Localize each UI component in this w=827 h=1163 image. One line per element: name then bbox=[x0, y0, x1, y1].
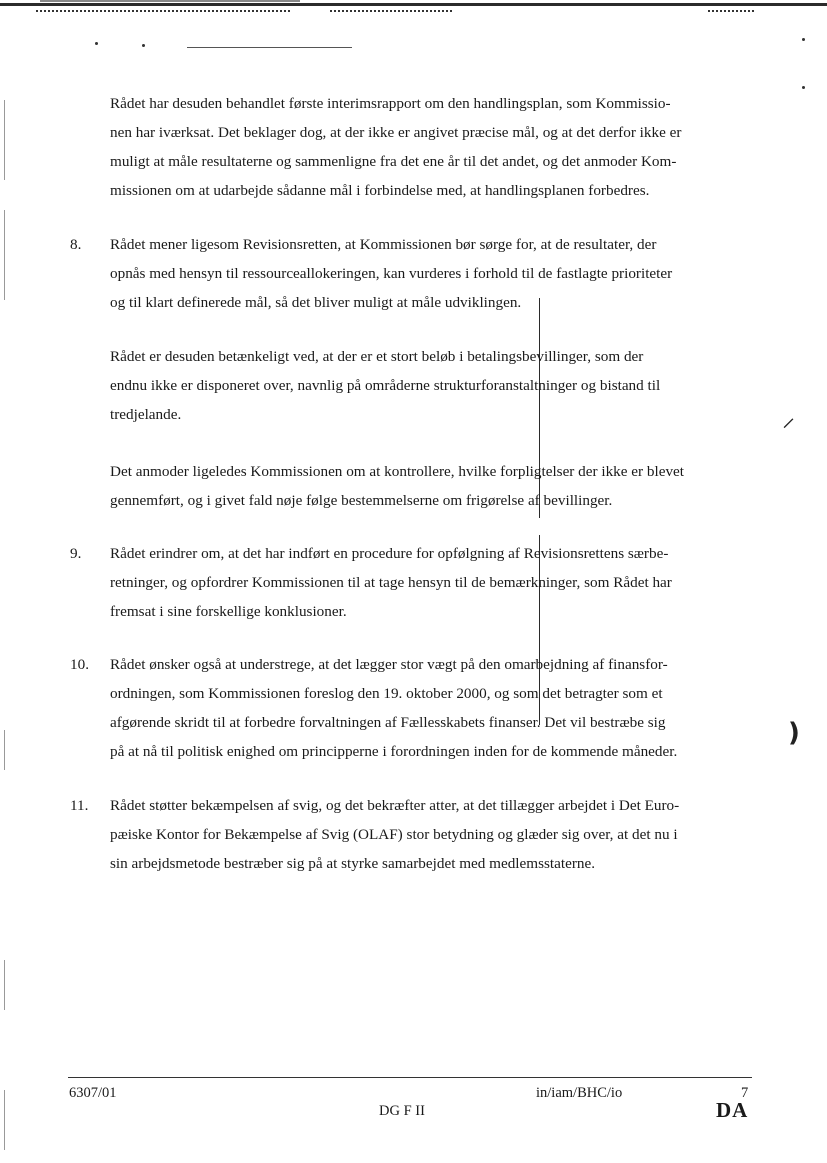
text-line: Rådet mener ligesom Revisionsretten, at Kommissionen bør sørge for, at de resultater, der bbox=[110, 236, 657, 253]
paragraph bbox=[110, 650, 758, 766]
paragraph bbox=[110, 230, 758, 317]
text-line: Rådet ønsker også at understrege, at det lægger stor vægt på den omarbejdning af finansfor- bbox=[110, 656, 668, 673]
scan-edge-line bbox=[4, 100, 5, 180]
text-line: missionen om at udarbejde sådanne mål i forbindelse med, at handlingsplanen forbedres. bbox=[110, 182, 650, 199]
text-line: sin arbejdsmetode bestræber sig på at styrke samarbejdet med medlemsstaterne. bbox=[110, 855, 596, 872]
paragraph bbox=[110, 342, 758, 429]
text-line: på at nå til politisk enighed om principperne i forordningen inden for de kommende måneder. bbox=[110, 743, 678, 760]
scan-speck bbox=[95, 42, 98, 45]
paragraph-number: 10. bbox=[70, 656, 89, 673]
paragraph-number: 11. bbox=[70, 797, 89, 814]
text-line: fremsat i sine forskellige konklusioner. bbox=[110, 603, 347, 620]
footer-rule bbox=[68, 1077, 752, 1078]
fax-header-band bbox=[0, 0, 827, 8]
scan-speck bbox=[802, 86, 805, 89]
scan-speck bbox=[802, 38, 805, 41]
scan-speck bbox=[142, 44, 145, 47]
paragraph bbox=[110, 89, 758, 205]
text-line: ordningen, som Kommissionen foreslog den 19. oktober 2000, og som det betragter som et bbox=[110, 685, 663, 702]
paragraph-number: 8. bbox=[70, 236, 82, 253]
fax-header-noise bbox=[330, 10, 452, 17]
text-line: gennemført, og i givet fald nøje følge bestemmelserne om frigørelse af bevillinger. bbox=[110, 492, 613, 509]
fax-header-noise bbox=[708, 10, 754, 17]
page-number: 7 bbox=[741, 1085, 749, 1101]
text-line: muligt at måle resultaterne og sammenligne fra det ene år til det andet, og det anmoder Kom- bbox=[110, 153, 677, 170]
text-line: Rådet har desuden behandlet første interimsrapport om den handlingsplan, som Kommissio- bbox=[110, 95, 671, 112]
directorate-code: DG F II bbox=[379, 1103, 425, 1119]
scan-edge-line bbox=[4, 730, 5, 770]
document-reference: in/iam/BHC/io bbox=[536, 1085, 623, 1101]
text-line: Rådet er desuden betænkeligt ved, at der er et stort beløb i betalingsbevillinger, som der bbox=[110, 348, 644, 365]
text-line: afgørende skridt til at forbedre forvaltningen af Fællesskabets finanser. Det vil bestræbe sig bbox=[110, 714, 666, 731]
text-line: retninger, og opfordrer Kommissionen til at tage hensyn til de bemærkninger, som Rådet har bbox=[110, 574, 672, 591]
paragraph-number: 9. bbox=[70, 545, 82, 562]
document-number: 6307/01 bbox=[69, 1085, 117, 1101]
text-line: nen har iværksat. Det beklager dog, at der ikke er angivet præcise mål, og at det derfor ikke er bbox=[110, 124, 682, 141]
language-code: DA bbox=[716, 1098, 749, 1122]
header-rule bbox=[187, 47, 352, 48]
text-line: og til klart definerede mål, så det bliver muligt at måle udviklingen. bbox=[110, 294, 522, 311]
punch-hole-mark: ) bbox=[788, 718, 800, 748]
scan-edge-line bbox=[4, 960, 5, 1010]
punch-hole-mark: ⸝ bbox=[782, 403, 796, 433]
scan-edge-line bbox=[4, 210, 5, 300]
paragraph bbox=[110, 539, 758, 626]
text-line: pæiske Kontor for Bekæmpelse af Svig (OLAF) stor betydning og glæder sig over, at det nu i bbox=[110, 826, 678, 843]
text-line: Det anmoder ligeledes Kommissionen om at kontrollere, hvilke forpligtelser der ikke er blevet bbox=[110, 463, 685, 480]
text-line: Rådet erindrer om, at det har indført en procedure for opfølgning af Revisionsrettens særbe- bbox=[110, 545, 669, 562]
text-line: endnu ikke er disponeret over, navnlig på områderne strukturforanstaltninger og bistand til bbox=[110, 377, 661, 394]
scan-edge-line bbox=[4, 1090, 5, 1150]
text-line: tredjelande. bbox=[110, 406, 182, 423]
paragraph bbox=[110, 457, 758, 515]
text-line: Rådet støtter bekæmpelsen af svig, og det bekræfter atter, at det tillægger arbejdet i Det Euro- bbox=[110, 797, 680, 814]
fax-header-noise bbox=[36, 10, 290, 17]
paragraph bbox=[110, 791, 758, 878]
text-line: opnås med hensyn til ressourceallokeringen, kan vurderes i forhold til de fastlagte prioriteter bbox=[110, 265, 673, 282]
